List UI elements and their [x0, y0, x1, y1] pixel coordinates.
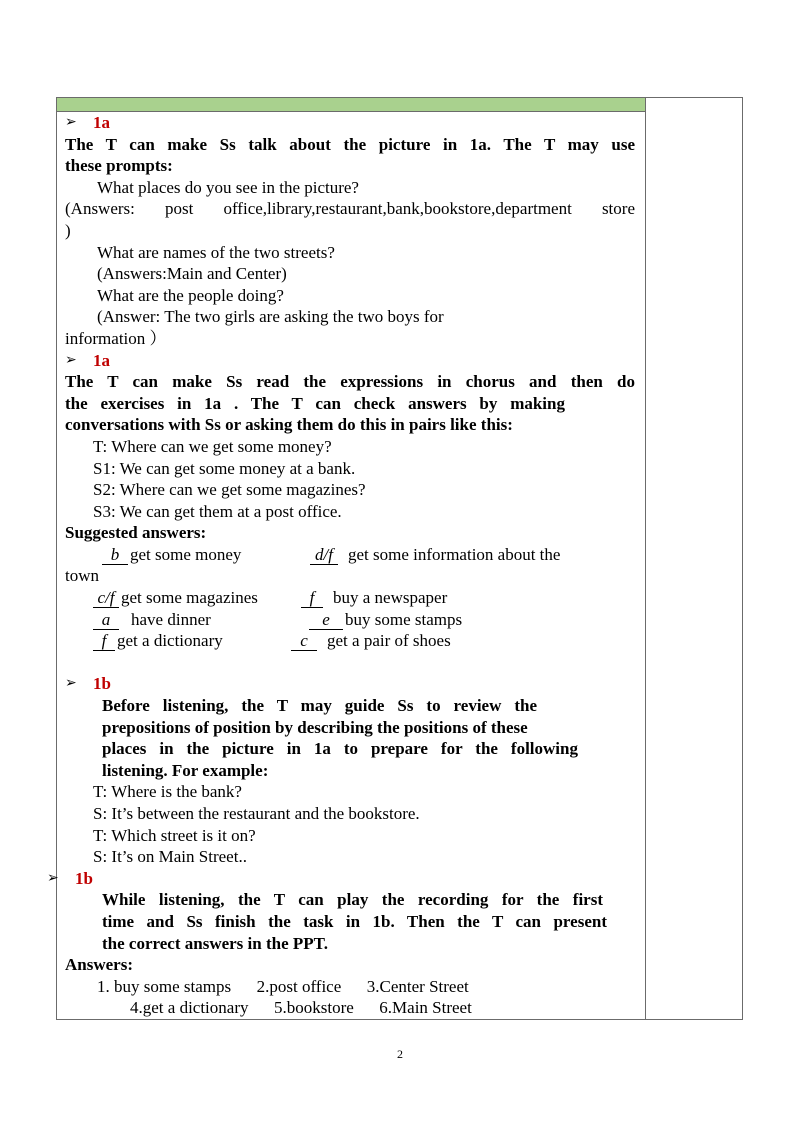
arrow-bullet-icon: ➢: [65, 676, 77, 692]
section-heading-1b: ➢ 1b: [47, 868, 93, 888]
instruction-line: The T can make Ss read the expressions in chorus and then do: [65, 372, 635, 392]
answer-row: [65, 544, 635, 566]
instruction-line: The T can make Ss talk about the picture in 1a. The T may use: [65, 134, 635, 154]
dialog-line: S2: Where can we get some magazines?: [93, 480, 366, 500]
answer-text: get some magazines: [121, 588, 258, 608]
instruction-line: While listening, the T can play the recording for the first: [102, 890, 603, 910]
answer-row: [65, 587, 635, 609]
answer-blank: c: [291, 632, 317, 651]
instruction-line: conversations with Ss or asking them do this in pairs like this:: [65, 415, 513, 435]
section-heading-1a: ➢ 1a: [65, 350, 110, 370]
answer-text: buy a newspaper: [333, 588, 448, 608]
dialog-line: T: Where can we get some money?: [93, 436, 332, 456]
answer-wrap: town: [65, 566, 99, 586]
prompt-question: What are names of the two streets?: [97, 242, 335, 262]
answer-text: get a dictionary: [117, 631, 223, 651]
arrow-bullet-icon: ➢: [65, 115, 77, 130]
prompt-question: What are the people doing?: [97, 285, 284, 305]
answer-blank: c/f: [93, 589, 119, 608]
arrow-bullet-icon: ➢: [65, 352, 77, 368]
page-number: 2: [397, 1047, 403, 1061]
dialog-line: S: It’s between the restaurant and the bookstore.: [93, 804, 420, 823]
dialog-line: S: It’s on Main Street..: [93, 847, 247, 867]
prompt-answer: (Answers:Main and Center): [97, 264, 287, 284]
answer-row: [65, 609, 635, 631]
answer-blank: a: [93, 611, 119, 630]
answer-blank: f: [301, 589, 323, 608]
section-heading-1b: ➢ 1b: [65, 674, 111, 694]
instruction-line: time and Ss finish the task in 1b. Then the T can present: [102, 911, 607, 931]
answer-blank: b: [102, 546, 128, 565]
prompt-answer: (Answer: The two girls are asking the two boys for: [97, 307, 444, 327]
instruction-line: prepositions of position by describing the positions of these: [102, 717, 528, 737]
answer-text: have dinner: [131, 609, 211, 629]
instruction-line: listening. For example:: [102, 760, 269, 780]
instruction-line: the correct answers in the PPT.: [102, 933, 328, 953]
instruction-line: Before listening, the T may guide Ss to review the: [102, 696, 537, 716]
answer-row: [65, 630, 635, 652]
table-header-band: [57, 98, 646, 112]
instruction-line: places in the picture in 1a to prepare for the following: [102, 739, 578, 759]
dialog-line: S3: We can get them at a post office.: [93, 501, 342, 521]
lesson-table: [47, 97, 743, 1020]
answers-row: 1. buy some stamps 2.post office 3.Center Street: [97, 976, 469, 996]
main-cell: [47, 112, 635, 1019]
answer-blank: f: [93, 632, 115, 651]
prompt-answer: (Answers: post office,library,restaurant,bank,bookstore,department store: [65, 199, 635, 219]
answer-blank: d/f: [310, 546, 338, 565]
prompt-question: What places do you see in the picture?: [97, 177, 359, 197]
answers-label: Answers:: [65, 955, 133, 975]
dialog-line: T: Where is the bank?: [93, 782, 242, 802]
instruction-line: these prompts:: [65, 156, 173, 176]
answer-text: buy some stamps: [345, 609, 463, 629]
column-divider: [645, 98, 646, 1019]
answers-row: 4.get a dictionary 5.bookstore 6.Main Street: [130, 998, 472, 1018]
answer-text: get some money: [130, 544, 242, 564]
section-heading-1a: ➢ 1a: [65, 113, 110, 132]
dialog-line: T: Which street is it on?: [93, 825, 256, 845]
answer-blank: e: [309, 611, 343, 630]
answer-text: get some information about the: [348, 544, 561, 564]
prompt-answer: ): [65, 220, 71, 240]
prompt-answer: information ）: [65, 328, 167, 348]
answer-text: get a pair of shoes: [327, 631, 451, 651]
suggested-answers-label: Suggested answers:: [65, 523, 207, 543]
arrow-bullet-icon: ➢: [47, 870, 59, 886]
dialog-line: S1: We can get some money at a bank.: [93, 458, 356, 478]
instruction-line: the exercises in 1a . The T can check answers by making: [65, 393, 565, 413]
